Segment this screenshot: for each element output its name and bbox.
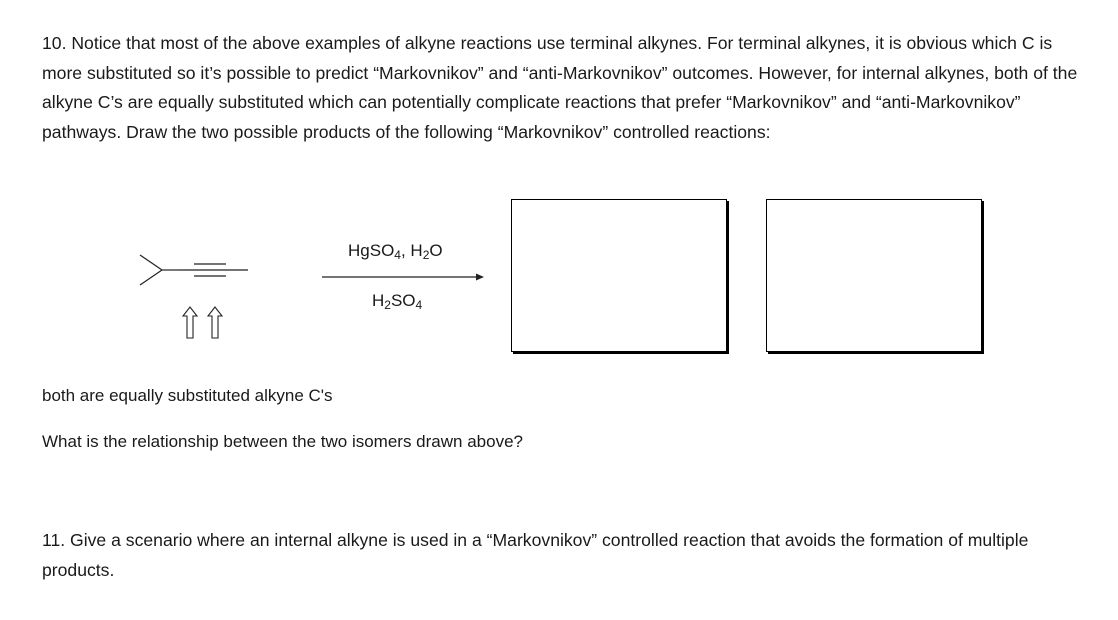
up-arrow-icon — [183, 307, 197, 338]
alkyne-structure — [140, 255, 248, 285]
isopropyl-bond-lower — [140, 270, 162, 285]
isopropyl-bond-upper — [140, 255, 162, 270]
relationship-question: What is the relationship between the two isomers drawn above? — [42, 432, 523, 451]
reagent-hgso4-h2o: HgSO$_4$, $H_2O$ — [348, 241, 443, 262]
right-arrow-icon — [322, 274, 484, 281]
question-11-text: 11. Give a scenario where an internal alkyne is used in a “Markovnikov” controlled reaction that avoids the formation of multiple products. — [42, 530, 1029, 580]
product-answer-box-1[interactable] — [511, 199, 727, 352]
equally-substituted-note: both are equally substituted alkyne C's — [42, 386, 333, 405]
reagent-h2so4: $H_2SO_4$ — [372, 291, 423, 312]
question-10-text: 10. Notice that most of the above examples of alkyne reactions use terminal alkynes. For terminal alkynes, it is obvious which C is more substituted so it’s possible to predict “Markovnikov” and “anti-Markovnikov” outcomes. However, for internal alkynes, both of the alkyne C’s are equally substituted which can potentially complicate reactions that prefer “Markovnikov” and “anti-Markovnikov” pathways. Draw the two possible products of the following “Markovnikov” controlled reactions: — [42, 33, 1078, 142]
product-answer-box-2[interactable] — [766, 199, 982, 352]
up-arrow-icon — [208, 307, 222, 338]
